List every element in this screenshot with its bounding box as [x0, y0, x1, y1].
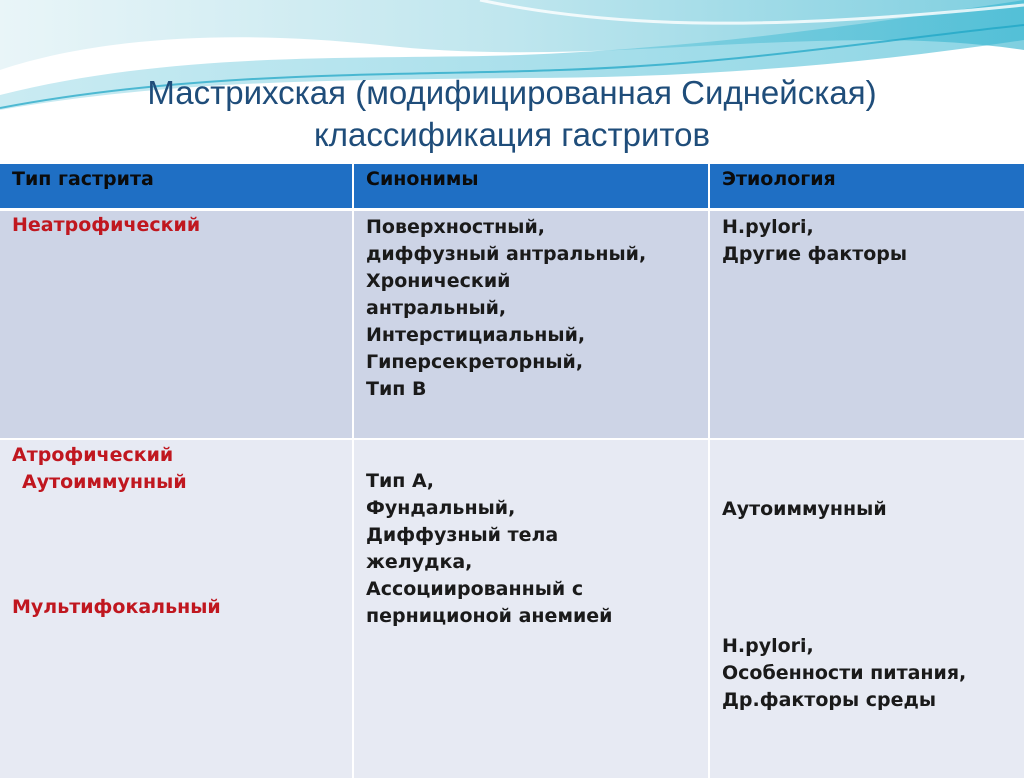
header-type: Тип гастрита: [0, 164, 353, 210]
cell-synonyms-nonatrophic: [353, 210, 709, 440]
synonym-line: Фундальный,: [366, 497, 516, 519]
title-line-2: классификация гастритов: [313, 116, 711, 153]
cell-synonyms-atrophic: [353, 439, 709, 779]
synonym-line: Тип В: [366, 378, 427, 400]
cell-type-atrophic: [0, 439, 353, 779]
synonym-line: Гиперсекреторный,: [366, 351, 584, 373]
header-synonyms: Синонимы: [353, 164, 709, 210]
synonym-line: желудка,: [366, 551, 473, 573]
etiology-line: Особенности питания,: [722, 662, 967, 684]
header-etiology: Этиология: [709, 164, 1024, 210]
etiology-line: H.pylori,: [722, 216, 814, 238]
synonym-line: Ассоциированный с: [366, 578, 584, 600]
etiology-autoimmune: Аутоиммунный: [722, 498, 887, 520]
synonym-line: перниционой анемией: [366, 605, 613, 627]
gastritis-classification-table: [0, 164, 1024, 780]
title-line-1: Мастрихская (модифицированная Сиднейская): [147, 74, 877, 111]
etiology-line: Др.факторы среды: [722, 689, 937, 711]
table-header-row: [0, 164, 1024, 210]
synonym-line: Диффузный тела: [366, 524, 559, 546]
synonym-line: Интерстициальный,: [366, 324, 586, 346]
synonym-line: Поверхностный,: [366, 216, 546, 238]
table-row: [0, 210, 1024, 440]
cell-type-nonatrophic: [0, 210, 353, 440]
type-autoimmune: Аутоиммунный: [22, 471, 187, 493]
type-multifocal: Мультифокальный: [12, 596, 221, 618]
etiology-line: Другие факторы: [722, 243, 908, 265]
synonym-line: диффузный антральный,: [366, 243, 647, 265]
cell-etiology-nonatrophic: [709, 210, 1024, 440]
page-title: [0, 72, 1024, 156]
synonym-line: Тип А,: [366, 470, 434, 492]
synonym-line: антральный,: [366, 297, 507, 319]
etiology-line: H.pylori,: [722, 635, 814, 657]
synonym-line: Хронический: [366, 270, 511, 292]
cell-etiology-atrophic: [709, 439, 1024, 779]
type-atrophic: Атрофический: [12, 444, 174, 466]
type-nonatrophic: Неатрофический: [12, 214, 201, 236]
table-row: [0, 439, 1024, 779]
